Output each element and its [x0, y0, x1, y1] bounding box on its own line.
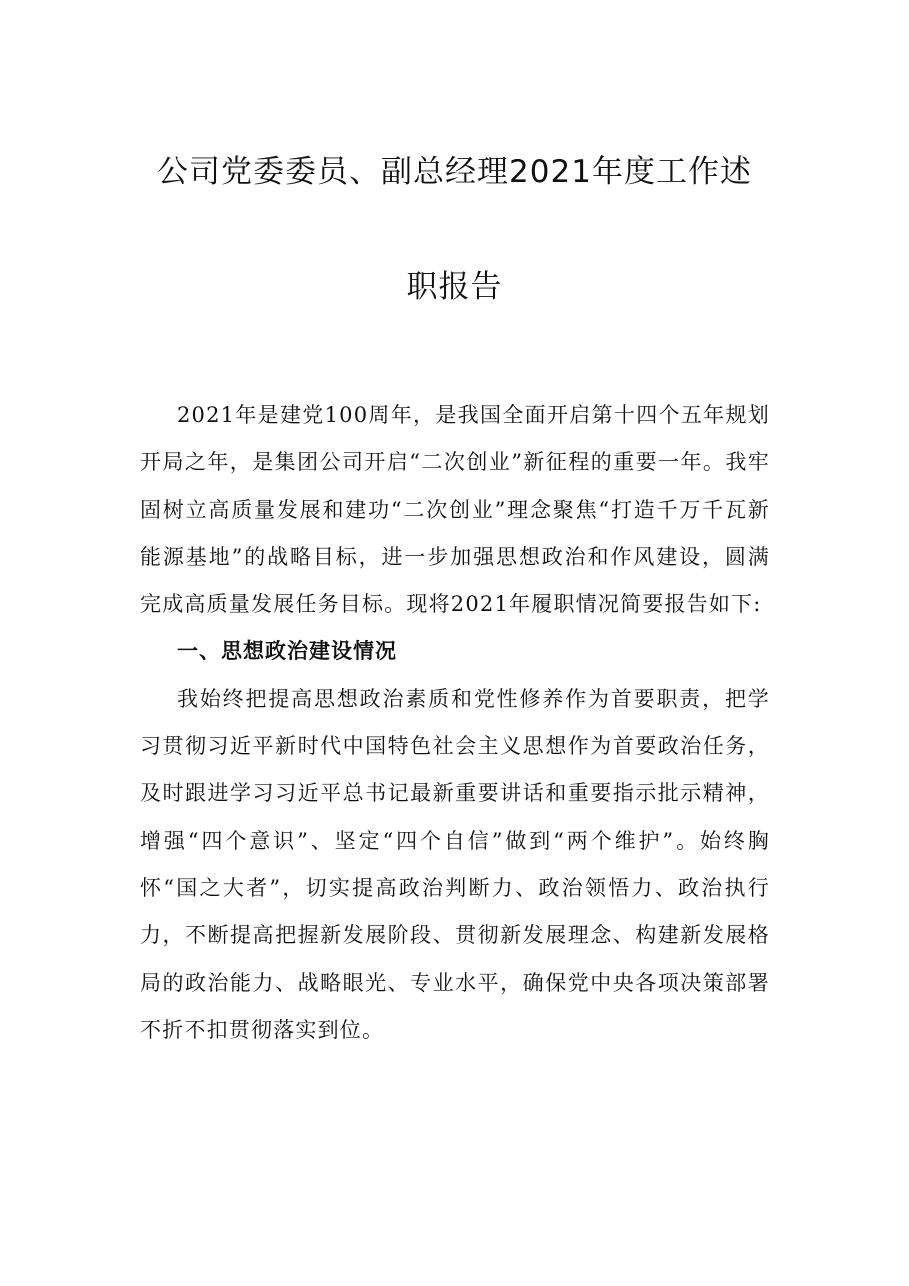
intro-paragraph: 2021年是建党100周年，是我国全面开启第十四个五年规划开局之年，是集团公司开启“二次创业”新征程的重要一年。我牢固树立高质量发展和建功“二次创业”理念聚焦“打造千万千瓦新能源基地”的战略目标，进一步加强思想政治和作风建设，圆满完成高质量发展任务目标。现将2021年履职情况简要报告如下: [140, 403, 770, 617]
document-body [140, 392, 770, 1054]
document-title-line-2: 职报告 [406, 269, 503, 305]
document-title-line-1: 公司党委委员、副总经理2021年度工作述 [157, 154, 752, 190]
section-paragraph: 我始终把提高思想政治素质和党性修养作为首要职责，把学习贯彻习近平新时代中国特色社会主义思想作为首要政治任务，及时跟进学习习近平总书记最新重要讲话和重要指示批示精神，增强“四个意识”、坚定“四个自信”做到“两个维护”。始终胸怀“国之大者”，切实提高政治判断力、政治领悟力、政治执行力，不断提高把握新发展阶段、贯彻新发展理念、构建新发展格局的政治能力、战略眼光、专业水平，确保党中央各项决策部署不折不扣贯彻落实到位。 [140, 686, 770, 1042]
section-heading: 一、思想政治建设情况 [177, 639, 397, 664]
